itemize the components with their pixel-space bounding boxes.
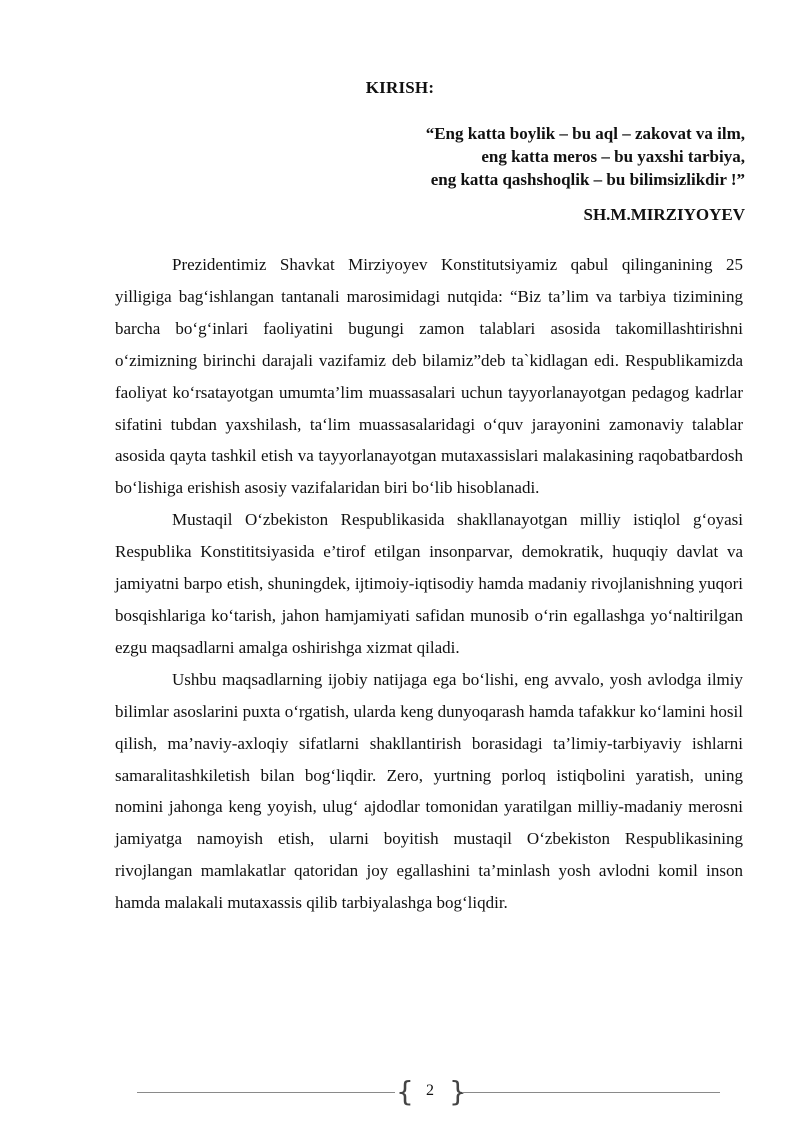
- epigraph-line: “Eng katta boylik – bu aql – zakovat va ilm,: [425, 124, 745, 143]
- footer-bracket-left: {: [396, 1075, 414, 1108]
- epigraph-author: SH.M.MIRZIYOYEV: [583, 205, 745, 224]
- body-paragraph: Prezidentimiz Shavkat Mirziyoyev Konstitutsiyamiz qabul qilinganining 25 yilligiga bag‘ishlangan tantanali marosimidagi nutqida: “Biz ta’lim va tarbiya tizimining barcha bo‘g‘inlari faoliyatini bugungi zamon talablari asosida takomillashtirishni o‘zimizning birinchi darajali vazifamiz deb bilamiz”deb ta`kidlagan edi. Respublikamizda faoliyat ko‘rsatayotgan umumta’lim muassasalari uchun tayyorlanayotgan pedagog kadrlar sifatini tubdan yaxshilash, ta‘lim muassasalaridagi o‘quv jarayonini zamonaviy talablar asosida qayta tashkil etish va tayyorlanayotgan mutaxassislari malakasining raqobatbardosh bo‘lishiga erishish asosiy vazifalaridan biri bo‘lib hisoblanadi.: [115, 255, 743, 498]
- footer-bracket-right: }: [449, 1075, 467, 1108]
- document-body: [115, 249, 743, 919]
- footer-rule-right: [462, 1092, 720, 1093]
- body-paragraph: Ushbu maqsadlarning ijobiy natijaga ega bo‘lishi, eng avvalo, yosh avlodga ilmiy bilimlar asoslarini puxta o‘rgatish, ularda keng dunyoqarash hamda tafakkur ko‘lamini hosil qilish, ma’naviy-axloqiy sifatlarni shakllantirish borasidagi ta’limiy-tarbiyaviy ishlarni samaralitashkiletish bilan bog‘liqdir. Zero, yurtning porloq istiqbolini yaratish, uning nomini jahonga keng yoyish, ulug‘ ajdodlar tomonidan yaratilgan milliy-madaniy merosni jamiyatga namoyish etish, ularni boyitish mustaqil O‘zbekiston Respublikasining rivojlangan mamlakatlar qatoridan joy egallashini ta’minlash yosh avlodni komil inson hamda malakali mutaxassis qilib tarbiyalashga bog‘liqdir.: [115, 669, 743, 913]
- epigraph-quote: [426, 122, 745, 191]
- page-number: 2: [426, 1082, 434, 1099]
- epigraph-line: eng katta meros – bu yaxshi tarbiya,: [481, 147, 745, 166]
- footer-rule-left: [137, 1092, 395, 1093]
- body-paragraph: Mustaqil O‘zbekiston Respublikasida shakllanayotgan milliy istiqlol g‘oyasi Respublika Konstititsiyasida e’tirof etilgan insonparvar, demokratik, huquqiy davlat va jamiyatni barpo etish, shuningdek, ijtimoiy-iqtisodiy hamda madaniy rivojlanishning yuqori bosqishlariga ko‘tarish, jahon hamjamiyati safidan munosib o‘rin egallashga yo‘naltirilgan ezgu maqsadlarni amalga oshirishga xizmat qiladi.: [115, 510, 743, 657]
- epigraph-line: eng katta qashshoqlik – bu bilimsizlikdir !”: [430, 170, 745, 189]
- section-heading: KIRISH:: [365, 78, 435, 97]
